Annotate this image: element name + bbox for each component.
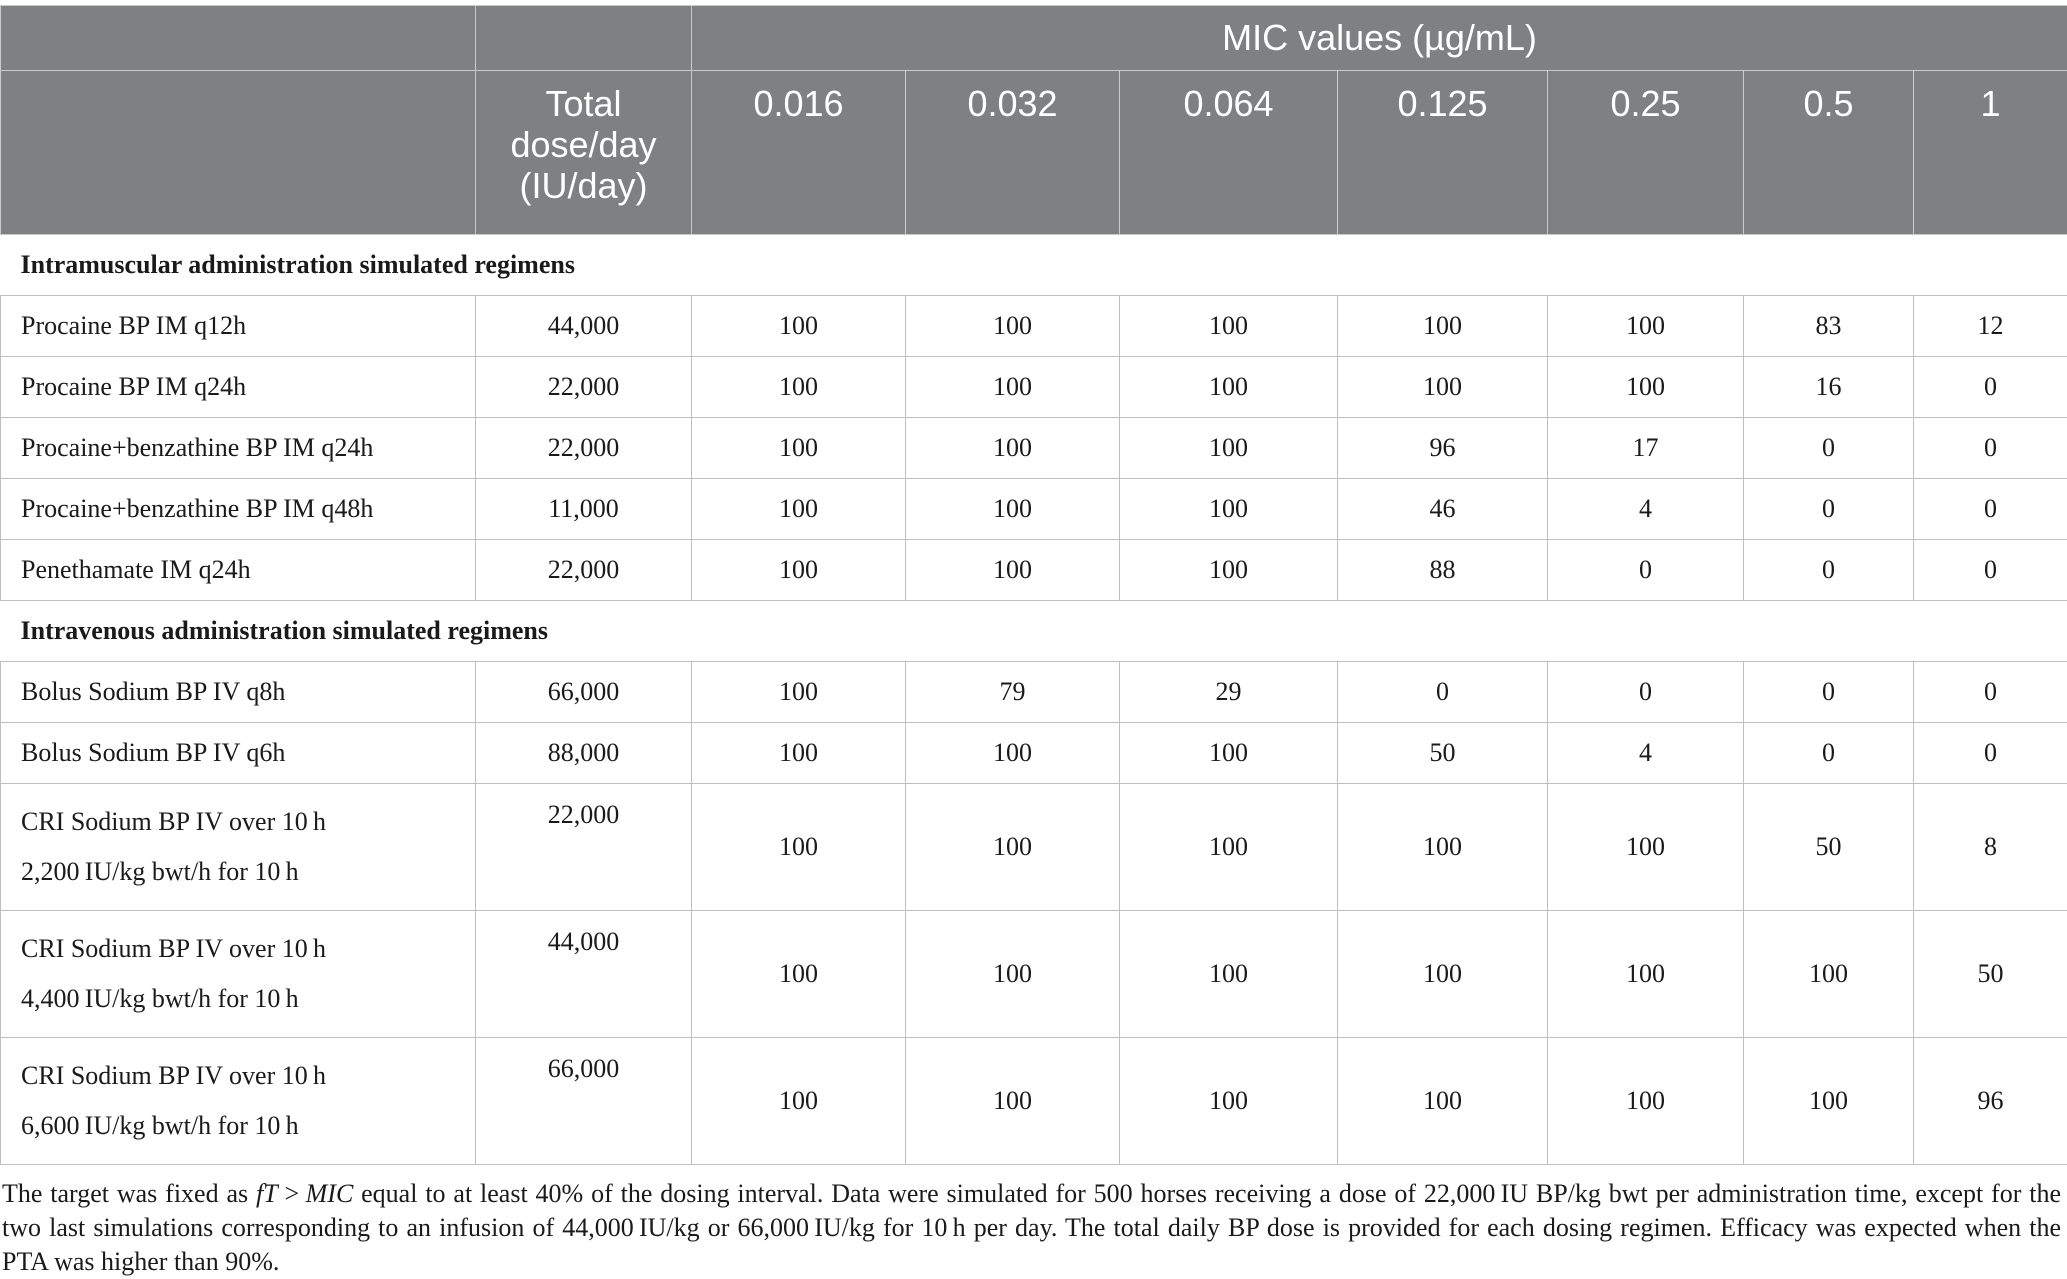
pta-value-cell: 100 bbox=[906, 540, 1120, 601]
regimen-name: Procaine BP IM q24h bbox=[21, 372, 475, 402]
footnote-text-start: The target was fixed as bbox=[2, 1179, 256, 1208]
pta-value-cell: 100 bbox=[1744, 1038, 1914, 1165]
mic-column-header: 0.125 bbox=[1338, 71, 1548, 235]
table-header bbox=[1, 6, 2067, 235]
pta-value-cell: 100 bbox=[692, 723, 906, 784]
pta-value-cell: 100 bbox=[1338, 1038, 1548, 1165]
footnote-text-rest: equal to at least 40% of the dosing interval. Data were simulated for 500 horses receiving a dose of 22,000 IU BP/kg bwt per administration time, except for the two last simulations corresponding to an infusion of 44,000 IU/kg or 66,000 IU/kg for 10 h per day. The total daily BP dose is provided for each dosing regimen. Efficacy was expected when the PTA was higher than 90%. bbox=[2, 1179, 2061, 1276]
mic-column-header: 1 bbox=[1914, 71, 2067, 235]
pta-value-cell: 17 bbox=[1548, 418, 1744, 479]
table-body bbox=[1, 235, 2067, 1165]
pta-value-cell: 79 bbox=[906, 662, 1120, 723]
regimen-name-cell bbox=[1, 662, 476, 723]
regimen-name-cell bbox=[1, 479, 476, 540]
pta-value-cell: 16 bbox=[1744, 357, 1914, 418]
dose-column-header: Total dose/day (IU/day) bbox=[476, 71, 692, 235]
dose-cell: 44,000 bbox=[476, 296, 692, 357]
pta-value-cell: 0 bbox=[1914, 479, 2067, 540]
pta-value-cell: 0 bbox=[1914, 662, 2067, 723]
pta-value-cell: 100 bbox=[906, 479, 1120, 540]
table-row bbox=[1, 479, 2067, 540]
pta-value-cell: 100 bbox=[1548, 357, 1744, 418]
dose-cell: 66,000 bbox=[476, 662, 692, 723]
pta-value-cell: 0 bbox=[1744, 540, 1914, 601]
pta-value-cell: 100 bbox=[906, 418, 1120, 479]
pta-value-cell: 100 bbox=[906, 296, 1120, 357]
regimen-name-cell bbox=[1, 784, 476, 911]
pta-value-cell: 100 bbox=[692, 296, 906, 357]
regimen-name: Bolus Sodium BP IV q6h bbox=[21, 738, 475, 768]
section-title: Intravenous administration simulated regimens bbox=[1, 601, 2067, 662]
pta-value-cell: 4 bbox=[1548, 479, 1744, 540]
table-row bbox=[1, 911, 2067, 1038]
header-empty-cell bbox=[1, 71, 476, 235]
pta-value-cell: 100 bbox=[1548, 784, 1744, 911]
section-title: Intramuscular administration simulated regimens bbox=[1, 235, 2067, 296]
pta-value-cell: 0 bbox=[1914, 723, 2067, 784]
pta-value-cell: 100 bbox=[1120, 357, 1338, 418]
regimen-name-cell bbox=[1, 296, 476, 357]
pta-value-cell: 12 bbox=[1914, 296, 2067, 357]
table-row bbox=[1, 723, 2067, 784]
pta-value-cell: 100 bbox=[692, 418, 906, 479]
pta-value-cell: 83 bbox=[1744, 296, 1914, 357]
regimen-rate: 2,200 IU/kg bwt/h for 10 h bbox=[21, 847, 475, 897]
pta-value-cell: 0 bbox=[1338, 662, 1548, 723]
mic-group-header: MIC values (µg/mL) bbox=[692, 6, 2067, 71]
pta-value-cell: 100 bbox=[1120, 1038, 1338, 1165]
dose-cell: 22,000 bbox=[476, 418, 692, 479]
pta-value-cell: 0 bbox=[1744, 418, 1914, 479]
pta-value-cell: 100 bbox=[1120, 296, 1338, 357]
pta-value-cell: 100 bbox=[692, 479, 906, 540]
mic-column-header: 0.5 bbox=[1744, 71, 1914, 235]
table-row bbox=[1, 784, 2067, 911]
regimen-rate: 4,400 IU/kg bwt/h for 10 h bbox=[21, 974, 475, 1024]
pta-value-cell: 100 bbox=[1338, 784, 1548, 911]
pta-value-cell: 29 bbox=[1120, 662, 1338, 723]
regimen-name-cell bbox=[1, 540, 476, 601]
header-empty-cell bbox=[476, 6, 692, 71]
regimen-name: CRI Sodium BP IV over 10 h bbox=[21, 797, 475, 847]
regimen-name: Procaine BP IM q12h bbox=[21, 311, 475, 341]
dose-cell: 66,000 bbox=[476, 1038, 692, 1165]
pta-value-cell: 50 bbox=[1338, 723, 1548, 784]
regimen-name: CRI Sodium BP IV over 10 h bbox=[21, 1051, 475, 1101]
pta-value-cell: 50 bbox=[1744, 784, 1914, 911]
pta-value-cell: 100 bbox=[692, 540, 906, 601]
table-row bbox=[1, 1038, 2067, 1165]
regimen-name: Procaine+benzathine BP IM q48h bbox=[21, 494, 475, 524]
pta-value-cell: 100 bbox=[906, 1038, 1120, 1165]
pta-value-cell: 0 bbox=[1914, 418, 2067, 479]
pta-value-cell: 100 bbox=[1120, 723, 1338, 784]
pta-value-cell: 0 bbox=[1548, 662, 1744, 723]
pta-value-cell: 100 bbox=[1120, 784, 1338, 911]
regimen-name-cell bbox=[1, 418, 476, 479]
table-row bbox=[1, 357, 2067, 418]
pta-table-container bbox=[0, 5, 2067, 1279]
pta-value-cell: 0 bbox=[1744, 479, 1914, 540]
pta-value-cell: 100 bbox=[906, 357, 1120, 418]
pta-value-cell: 100 bbox=[1744, 911, 1914, 1038]
pta-value-cell: 100 bbox=[1338, 911, 1548, 1038]
mic-column-header: 0.016 bbox=[692, 71, 906, 235]
regimen-name: CRI Sodium BP IV over 10 h bbox=[21, 924, 475, 974]
pta-value-cell: 100 bbox=[692, 1038, 906, 1165]
mic-column-header: 0.032 bbox=[906, 71, 1120, 235]
pta-value-cell: 100 bbox=[1338, 357, 1548, 418]
mic-column-header: 0.064 bbox=[1120, 71, 1338, 235]
dose-cell: 22,000 bbox=[476, 540, 692, 601]
pta-value-cell: 100 bbox=[692, 784, 906, 911]
regimen-name-cell bbox=[1, 1038, 476, 1165]
regimen-name-cell bbox=[1, 723, 476, 784]
pta-value-cell: 100 bbox=[1120, 911, 1338, 1038]
pta-value-cell: 100 bbox=[692, 662, 906, 723]
pta-value-cell: 0 bbox=[1914, 357, 2067, 418]
table-row bbox=[1, 296, 2067, 357]
pta-value-cell: 100 bbox=[1120, 479, 1338, 540]
pta-value-cell: 100 bbox=[1548, 911, 1744, 1038]
pta-table bbox=[0, 5, 2067, 1165]
pta-value-cell: 100 bbox=[692, 911, 906, 1038]
pta-value-cell: 100 bbox=[1548, 296, 1744, 357]
regimen-name: Bolus Sodium BP IV q8h bbox=[21, 677, 475, 707]
pta-value-cell: 100 bbox=[906, 723, 1120, 784]
section-row bbox=[1, 235, 2067, 296]
mic-column-header: 0.25 bbox=[1548, 71, 1744, 235]
header-empty-cell bbox=[1, 6, 476, 71]
pta-value-cell: 8 bbox=[1914, 784, 2067, 911]
pta-value-cell: 100 bbox=[1548, 1038, 1744, 1165]
pta-value-cell: 100 bbox=[906, 911, 1120, 1038]
pta-value-cell: 0 bbox=[1914, 540, 2067, 601]
pta-value-cell: 46 bbox=[1338, 479, 1548, 540]
table-row bbox=[1, 662, 2067, 723]
pta-value-cell: 100 bbox=[1120, 540, 1338, 601]
pta-value-cell: 50 bbox=[1914, 911, 2067, 1038]
pta-value-cell: 88 bbox=[1338, 540, 1548, 601]
regimen-name-cell bbox=[1, 357, 476, 418]
pta-value-cell: 0 bbox=[1744, 662, 1914, 723]
pta-value-cell: 96 bbox=[1338, 418, 1548, 479]
dose-cell: 11,000 bbox=[476, 479, 692, 540]
dose-cell: 22,000 bbox=[476, 784, 692, 911]
dose-cell: 88,000 bbox=[476, 723, 692, 784]
dose-cell: 44,000 bbox=[476, 911, 692, 1038]
pta-value-cell: 100 bbox=[906, 784, 1120, 911]
pta-value-cell: 100 bbox=[692, 357, 906, 418]
pta-value-cell: 0 bbox=[1744, 723, 1914, 784]
pta-value-cell: 4 bbox=[1548, 723, 1744, 784]
regimen-name: Penethamate IM q24h bbox=[21, 555, 475, 585]
table-footnote bbox=[0, 1165, 2067, 1279]
table-row bbox=[1, 540, 2067, 601]
pta-value-cell: 96 bbox=[1914, 1038, 2067, 1165]
regimen-name: Procaine+benzathine BP IM q24h bbox=[21, 433, 475, 463]
section-row bbox=[1, 601, 2067, 662]
table-row bbox=[1, 418, 2067, 479]
footnote-italic-term: fT > MIC bbox=[256, 1179, 353, 1208]
pta-value-cell: 100 bbox=[1338, 296, 1548, 357]
regimen-rate: 6,600 IU/kg bwt/h for 10 h bbox=[21, 1101, 475, 1151]
regimen-name-cell bbox=[1, 911, 476, 1038]
dose-cell: 22,000 bbox=[476, 357, 692, 418]
pta-value-cell: 100 bbox=[1120, 418, 1338, 479]
pta-value-cell: 0 bbox=[1548, 540, 1744, 601]
